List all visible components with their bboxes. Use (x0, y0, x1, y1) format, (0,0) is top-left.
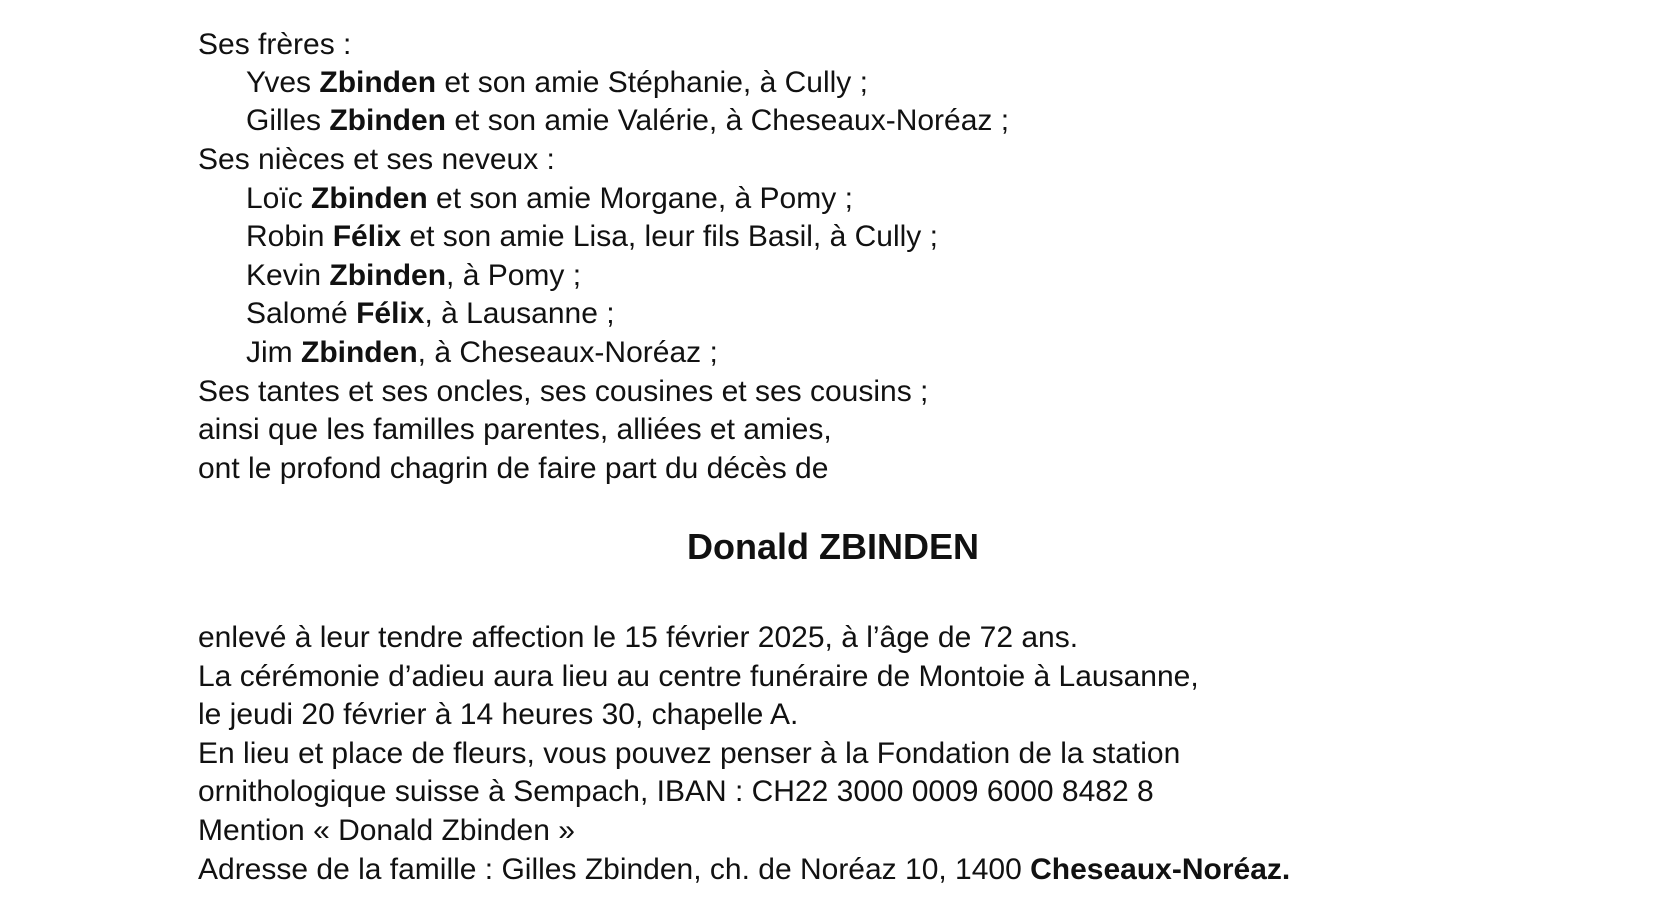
nephew-line (246, 334, 718, 372)
nephew-line (246, 180, 853, 218)
last-name: Félix (332, 220, 402, 253)
details-line: En lieu et place de fleurs, vous pouvez penser à la Fondation de la station (198, 737, 1181, 770)
last-name: Zbinden (319, 66, 437, 99)
line-rest: , à Pomy ; (446, 259, 582, 292)
line-rest: et son amie Stéphanie, à Cully ; (436, 66, 868, 99)
line-rest: et son amie Morgane, à Pomy ; (427, 182, 853, 215)
nephews-heading: Ses nièces et ses neveux : (198, 143, 555, 176)
details-line: La cérémonie d’adieu aura lieu au centre funéraire de Montoie à Lausanne, (198, 660, 1199, 693)
closing-line: Ses tantes et ses oncles, ses cousines et ses cousins ; (198, 375, 929, 408)
last-name: Zbinden (301, 336, 418, 369)
first-name: Kevin (246, 259, 330, 292)
details-line: enlevé à leur tendre affection le 15 février 2025, à l’âge de 72 ans. (198, 621, 1079, 654)
first-name: Jim (246, 336, 301, 369)
first-name: Gilles (246, 104, 330, 137)
last-name: Zbinden (311, 182, 428, 215)
nephew-line (246, 295, 615, 333)
nephew-line (246, 218, 938, 256)
first-name: Yves (246, 66, 320, 99)
details-line: le jeudi 20 février à 14 heures 30, chapelle A. (198, 698, 799, 731)
nephew-line (246, 257, 581, 295)
line-rest: , à Lausanne ; (424, 297, 615, 330)
first-name: Loïc (246, 182, 312, 215)
first-name: Robin (246, 220, 333, 253)
closing-line: ainsi que les familles parentes, alliées et amies, (198, 413, 832, 446)
family-address (198, 851, 1290, 889)
brother-line (246, 64, 868, 102)
address-city: Cheseaux-Noréaz. (1030, 853, 1291, 886)
first-name: Salomé (246, 297, 357, 330)
line-rest: et son amie Lisa, leur fils Basil, à Cully ; (401, 220, 938, 253)
details-line: ornithologique suisse à Sempach, IBAN : CH22 3000 0009 6000 8482 8 (198, 775, 1154, 808)
last-name: Félix (356, 297, 425, 330)
last-name: Zbinden (329, 259, 447, 292)
address-text: Adresse de la famille : Gilles Zbinden, ch. de Noréaz 10, 1400 (198, 853, 1031, 886)
brother-line (246, 102, 1009, 140)
deceased-name: Donald ZBINDEN (687, 526, 979, 567)
closing-line: ont le profond chagrin de faire part du décès de (198, 452, 829, 485)
details-line: Mention « Donald Zbinden » (198, 814, 575, 847)
last-name: Zbinden (329, 104, 447, 137)
line-rest: et son amie Valérie, à Cheseaux-Noréaz ; (446, 104, 1010, 137)
brothers-heading: Ses frères : (198, 28, 352, 61)
line-rest: , à Cheseaux-Noréaz ; (417, 336, 718, 369)
